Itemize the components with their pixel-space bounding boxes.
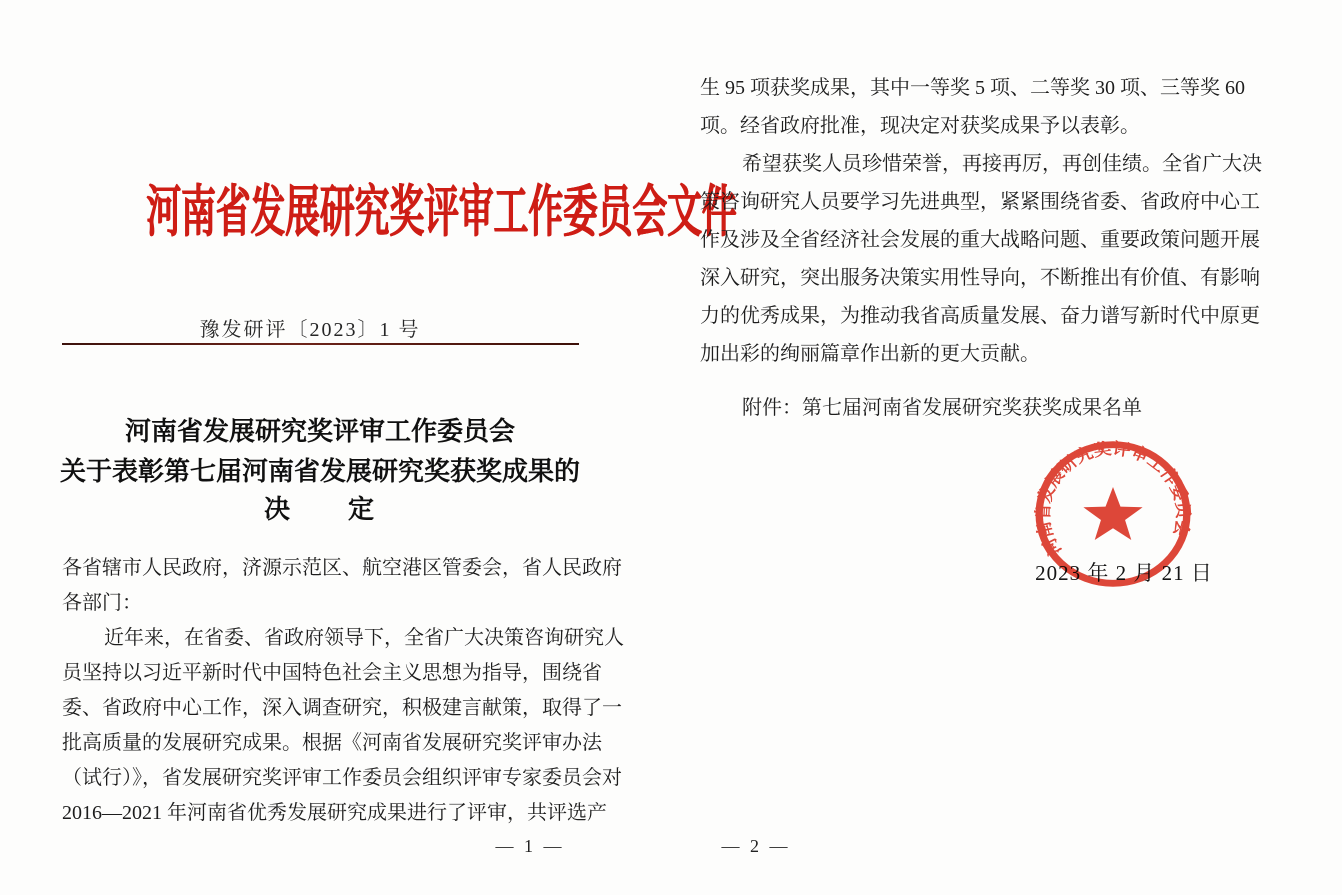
body-line: 批高质量的发展研究成果。根据《河南省发展研究奖评审办法 <box>62 732 602 754</box>
body-line: （试行）》，省发展研究奖评审工作委员会组织评审专家委员会对 <box>62 767 622 789</box>
page-1-number: — 1 — <box>495 836 565 856</box>
body-line: 委、省政府中心工作，深入调查研究，积极建言献策，取得了一 <box>62 697 622 719</box>
letterhead-banner: 河南省发展研究奖评审工作委员会文件 <box>146 182 737 244</box>
official-seal <box>1031 437 1195 591</box>
seal-star-icon <box>1083 487 1142 540</box>
attachment-line: 附件：第七届河南省发展研究奖获奖成果名单 <box>742 397 1142 419</box>
body-line: 2016—2021 年河南省优秀发展研究成果进行了评审，共评选产 <box>62 802 607 824</box>
body-line: 深入研究，突出服务决策实用性导向，不断推出有价值、有影响 <box>700 267 1260 289</box>
body-line: 希望获奖人员珍惜荣誉，再接再厉，再创佳绩。全省广大决 <box>742 153 1262 175</box>
signature-date: 2023 年 2 月 21 日 <box>1035 561 1213 585</box>
document-title-line-3: 决 定 <box>263 495 376 524</box>
document-title-line-2: 关于表彰第七届河南省发展研究奖获奖成果的 <box>59 457 580 486</box>
seal-arc-text: 河南省发展研究奖评审工作委员会 <box>1033 439 1193 559</box>
body-line: 生 95 项获奖成果，其中一等奖 5 项、二等奖 30 项、三等奖 60 <box>700 77 1245 99</box>
body-line: 策咨询研究人员要学习先进典型，紧紧围绕省委、省政府中心工 <box>700 191 1260 213</box>
body-line: 力的优秀成果，为推动我省高质量发展、奋力谱写新时代中原更 <box>700 305 1260 327</box>
body-line: 各部门： <box>62 592 142 614</box>
page-2-number: — 2 — <box>721 836 791 856</box>
body-line: 员坚持以习近平新时代中国特色社会主义思想为指导，围绕省 <box>62 662 602 684</box>
body-line: 近年来，在省委、省政府领导下，全省广大决策咨询研究人 <box>104 627 624 649</box>
body-line: 加出彩的绚丽篇章作出新的更大贡献。 <box>700 343 1040 365</box>
body-line: 各省辖市人民政府，济源示范区、航空港区管委会，省人民政府 <box>62 557 622 579</box>
letterhead-rule <box>62 343 579 345</box>
document-title-line-1: 河南省发展研究奖评审工作委员会 <box>124 417 515 446</box>
body-line: 作及涉及全省经济社会发展的重大战略问题、重要政策问题开展 <box>700 229 1260 251</box>
body-line: 项。经省政府批准，现决定对获奖成果予以表彰。 <box>700 115 1140 137</box>
document-number: 豫发研评〔2023〕1 号 <box>199 319 421 341</box>
